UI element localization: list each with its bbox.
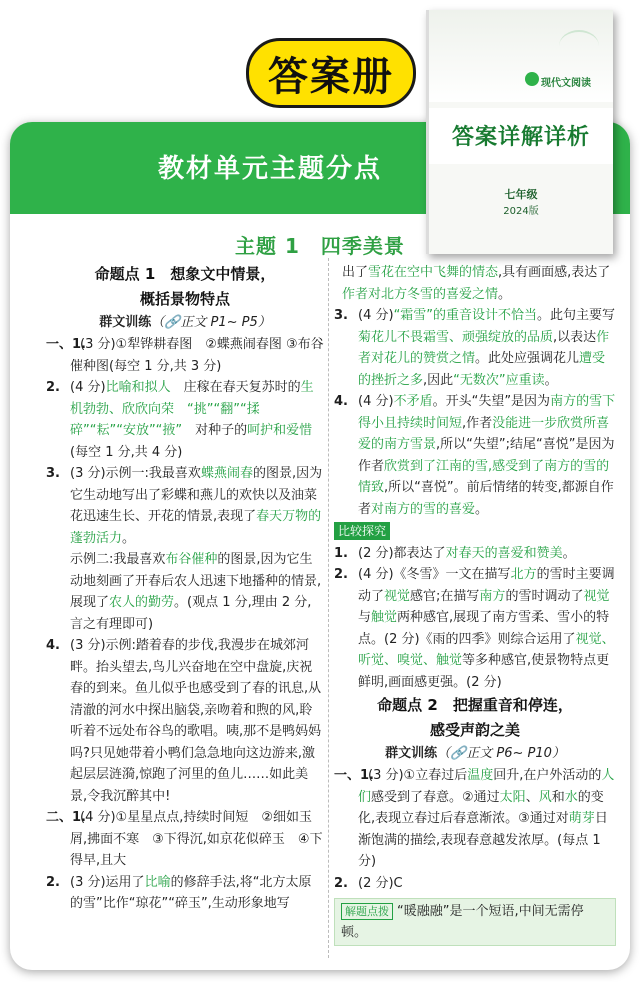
- answer-item: [334, 564, 616, 693]
- text-reference: （🔗正文 P1~ P5）: [151, 315, 271, 330]
- answer-keypoint: 呵护和爱惜: [247, 423, 313, 438]
- item-text: (4 分): [358, 308, 394, 323]
- answer-keypoint: “无数次”应重读: [453, 372, 545, 388]
- answer-keypoint: 对南方的雪的喜爱: [371, 501, 476, 517]
- item-text: (4 分)①星星点点,持续时间短 ②细如玉屑,拂面不寒 ③下得沉,如京花似碎玉 ④下得早,且大: [70, 810, 323, 868]
- item-number: 一、1.: [334, 768, 374, 783]
- section-heading-2-line1: 命题点 2 把握重音和停连，: [377, 696, 573, 714]
- compare-explore-tag: 比较探究: [334, 522, 390, 540]
- item-text: 感受到了春意。②通过: [371, 789, 500, 805]
- book-grade: 七年级: [504, 188, 538, 201]
- item-text: 的雪时主要调动了: [358, 567, 615, 604]
- item-text: 的图景,因为它生动地写出了彩蝶和燕儿的欢快以及油菜花迅速生长、开花的情景,表现了: [70, 466, 323, 524]
- answer-item: [46, 807, 324, 872]
- item-text: (4 分): [70, 380, 106, 395]
- answer-keypoint: 视觉: [384, 588, 411, 604]
- item-number: 3.: [46, 466, 60, 481]
- answer-item: [334, 305, 616, 391]
- item-text: 。: [498, 286, 512, 302]
- item-text: (3 分)①立春过后: [368, 768, 468, 783]
- item-text: 。: [122, 530, 136, 546]
- answer-keypoint: 萌芽: [568, 811, 595, 826]
- column-divider: [328, 258, 330, 958]
- item-text: 的变化,表现立春过后春意渐浓。③通过对: [358, 789, 604, 826]
- answer-keypoint: 太阳: [499, 789, 526, 805]
- answer-keypoint: 南方的雪下得小且持续时间短: [358, 394, 616, 431]
- answer-keypoint: 比喻: [144, 874, 171, 890]
- item-number: 2.: [334, 567, 348, 582]
- answer-keypoint: 作者对北方冬雪的喜爱之情: [342, 286, 499, 302]
- answer-keypoint: 不矛盾: [393, 394, 433, 409]
- item-text: 等多种感官,使景物特点更鲜明,画面感更强。(2 分): [358, 653, 610, 690]
- item-number: 3.: [334, 308, 348, 323]
- answer-item: [46, 635, 324, 807]
- subheading-2: [334, 743, 616, 765]
- item-text: (4 分)《冬雪》一文在描写: [358, 567, 511, 582]
- solution-tip-label: 解题点拨: [341, 903, 393, 920]
- item-text: 的图景,因为它生动地刻画了开春后农人迅速下地播种的情景,展现了: [70, 552, 322, 610]
- item-text: 。此句主要写: [537, 308, 616, 323]
- answer-keypoint: 对春天的喜爱和赞美: [445, 545, 563, 561]
- answer-keypoint: 温度: [467, 768, 494, 783]
- answer-keypoint: 遭受的挫折之多: [358, 351, 606, 388]
- book-year: 2024版: [503, 206, 539, 217]
- item-text: 日渐饱满的描绘,表现春意越发浓厚。(每点 1 分): [358, 811, 608, 869]
- subheading-1-label: 群文训练: [99, 315, 152, 330]
- answer-keypoint: “霜雪”的重音设计不恰当: [393, 308, 538, 323]
- item-text: 。(观点 1 分,理由 2 分,言之有理即可): [70, 595, 312, 632]
- item-text: (2 分)都表达了: [358, 545, 446, 561]
- answer-keypoint: 菊花儿不畏霜雪、顽强绽放的品质: [358, 329, 554, 345]
- answer-keypoint: 比喻和拟人: [105, 380, 171, 395]
- item-number: 2.: [334, 875, 348, 891]
- item-text: 两种感官,展现了南方雪柔、雪小的特点。(2 分)《雨的四季》则综合运用了: [358, 610, 610, 647]
- item-text: ,因此: [423, 372, 454, 388]
- item-text: (3 分)示例一:我最喜欢: [70, 466, 201, 481]
- answer-keypoint: 生机勃勃、欣欣向荣 “挑”“翻”“揉碎”“耘”“安放”“掖”: [70, 380, 314, 438]
- item-text: 和: [551, 789, 565, 805]
- section-heading-2: [334, 693, 616, 743]
- section-heading-1: [46, 262, 324, 312]
- answer-keypoint: 雪花在空中飞舞的情态: [368, 265, 499, 280]
- item-text: 示例二:我最喜欢: [70, 552, 166, 567]
- item-text: (3 分)示例:踏着春的步伐,我漫步在城郊河畔。抬头望去,鸟儿兴奋地在空中盘旋,庆祝春的到来。鱼儿似乎也感受到了春的讯息,从清澈的河水中探出脑袋,亲吻着和煦的风,聆听着不远处布谷鸟的歌唱。咦,那不是鸭妈妈吗?只见她带着小鸭们急急地向这边游来,激起层层涟漪,惊跑了河里的鱼儿……如此美景,令我沉醉其中!: [70, 638, 322, 804]
- item-text: ,所以“失望”;结尾“喜悦”是因为作者: [358, 437, 615, 474]
- answer-keypoint: 南方: [479, 588, 506, 604]
- answer-keypoint: 作者对花儿的赞赏之情: [358, 329, 610, 366]
- book-sheen-decoration: [559, 30, 599, 62]
- answer-item: [334, 543, 616, 565]
- item-number: 二、1.: [46, 810, 86, 825]
- item-text: ,以表达: [553, 329, 597, 345]
- answer-keypoint: 农人的勤劳: [109, 595, 175, 610]
- item-text: (2 分)C: [358, 875, 403, 891]
- item-text: 。: [544, 372, 558, 388]
- answer-book-badge: 答案册: [246, 38, 416, 108]
- item-text: (3 分)①犁铧耕春图 ②蝶燕闹春图 ③布谷催种图(每空 1 分,共 3 分): [70, 337, 324, 374]
- answer-keypoint: 视觉: [583, 588, 610, 604]
- section-heading-1-line2: 概括景物特点: [139, 290, 230, 308]
- item-number: 2.: [46, 874, 60, 890]
- item-number: 2.: [46, 380, 60, 395]
- solution-tip-text: “暖融融”是一个短语,中间无需停顿。: [341, 904, 584, 940]
- answer-item: [334, 391, 616, 520]
- answer-item: [334, 765, 616, 873]
- header-title: 教材单元主题分点: [157, 154, 382, 184]
- answer-keypoint: 北方: [510, 567, 537, 582]
- item-text: 出了: [342, 265, 369, 280]
- text-reference: （🔗正文 P6~ P10）: [437, 746, 565, 761]
- answer-keypoint: 欣赏到了江南的雪,感受到了南方的雪的情致: [358, 458, 610, 495]
- answer-keypoint: 水: [564, 789, 578, 805]
- answer-keypoint: 蝶燕闹春: [200, 466, 253, 481]
- right-column: [334, 262, 616, 946]
- answer-item-continued: [334, 262, 616, 305]
- section-heading-1-line1: 命题点 1 想象文中情景，: [94, 265, 276, 283]
- item-text: 庄稼在春天复苏时的: [170, 380, 301, 395]
- item-text: 与: [358, 610, 372, 625]
- answer-item: [46, 377, 324, 463]
- item-text: 。开头“失望”是因为: [432, 394, 551, 409]
- item-text: 感官;在描写: [410, 588, 480, 604]
- book-cover: [426, 10, 613, 254]
- answer-keypoint: 没能进一步欣赏所喜爱的南方雪景: [358, 415, 610, 452]
- item-text: 回升,在户外活动的: [493, 768, 602, 783]
- item-text: ,作者: [462, 415, 493, 431]
- answer-keypoint: 春天万物的蓬勃活力: [70, 509, 322, 546]
- left-column: [46, 262, 324, 915]
- item-number: 1.: [334, 545, 348, 561]
- book-logo-text: 现代文阅读: [541, 78, 591, 89]
- answer-keypoint: 触觉: [371, 610, 398, 625]
- item-text: ,具有画面感,表达了: [498, 265, 611, 280]
- item-text: 对种子的: [182, 423, 248, 438]
- subheading-2-label: 群文训练: [385, 746, 438, 761]
- item-text: 、: [525, 789, 539, 805]
- item-number: 4.: [46, 638, 60, 653]
- item-text: (每空 1 分,共 4 分): [70, 444, 183, 460]
- answer-item: [46, 872, 324, 915]
- book-logo-icon: [525, 72, 539, 86]
- item-text: (4 分): [358, 394, 394, 409]
- solution-tip-box: [334, 898, 616, 946]
- answer-keypoint: 风: [538, 789, 552, 805]
- answer-item: [334, 873, 616, 895]
- item-text: 的修辞手法,将“北方太原的雪”比作“琼花”“碎玉”,生动形象地写: [70, 874, 312, 911]
- theme-title: 主题 1 四季美景: [235, 234, 405, 258]
- item-text: (3 分)运用了: [70, 874, 145, 890]
- book-title: 答案详解详析: [451, 125, 590, 150]
- answer-keypoint: 布谷催种: [165, 552, 218, 567]
- item-number: 一、1.: [46, 337, 86, 352]
- answer-keypoint: 人们: [358, 768, 615, 805]
- subheading-1: [46, 312, 324, 334]
- item-number: 4.: [334, 394, 348, 409]
- answer-keypoint: 视觉、听觉、嗅觉、触觉: [358, 631, 615, 668]
- item-text: 。: [475, 501, 489, 517]
- answer-item: [46, 334, 324, 377]
- answer-item: [46, 463, 324, 549]
- section-heading-2-line2: 感受声韵之美: [429, 721, 520, 739]
- answer-item-continued: [46, 549, 324, 635]
- item-text: 的雪时调动了: [505, 588, 584, 604]
- item-text: 。此处应强调花儿: [475, 351, 580, 366]
- item-text: 。: [562, 545, 576, 561]
- item-text: ,所以“喜悦”。前后情绪的转变,都源自作者: [358, 480, 614, 517]
